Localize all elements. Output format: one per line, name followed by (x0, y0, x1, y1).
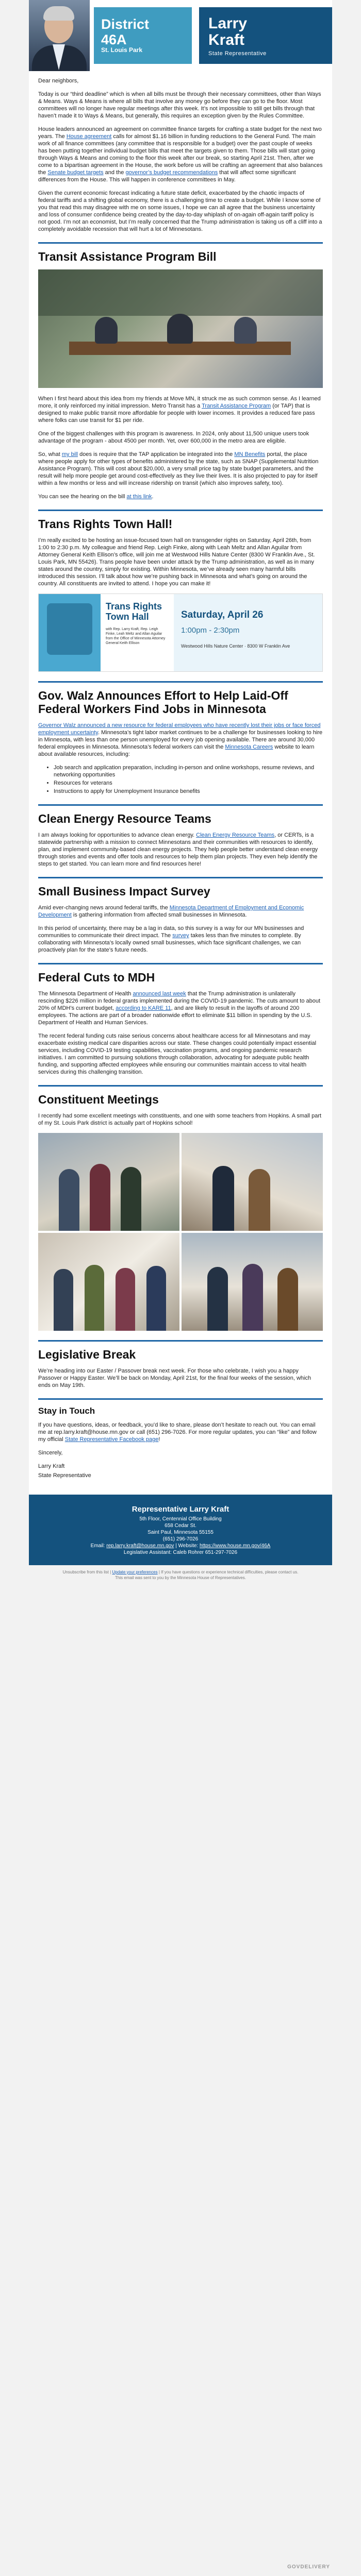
rep-title: State Representative (208, 50, 267, 57)
legal-help-text: | If you have questions or experience technical difficulties, please contact us. (157, 1570, 299, 1574)
update-preferences-link[interactable]: Update your preferences (112, 1570, 158, 1574)
footer-email-web (34, 1543, 327, 1549)
stay-in-touch-heading: Stay in Touch (38, 1406, 95, 1416)
photo-hair (43, 6, 74, 21)
footer-address-2: 658 Cedar St. (165, 1523, 196, 1529)
intro-paragraph-3: Given the current economic forecast indicating a future state deficit, exacerbated by the chaotic impacts of federal tariffs and a shifting global economy, there is a challenging time to create a budget. While I know some of you that read this may disagree with me on some issues, I hope we can all agree that the business uncertainty and loss of consumer confidence being created by the day-to-day whiplash of on-again off-again tariff policy is not good. I’m not an economist, but I’m really concerned that the Trump administration is taking us off a cliff into a completely avoidable recession that will hurt a lot of Minnesotans. (38, 190, 322, 232)
photo-person (277, 1268, 298, 1331)
greeting: Dear neighbors, (38, 78, 79, 84)
stay-in-touch-paragraph (38, 1421, 323, 1443)
constituent-photo-row-2 (38, 1233, 323, 1331)
newsletter-body (29, 77, 332, 1479)
transit-paragraph-3 (38, 451, 323, 487)
govdelivery-logo: GOVDELIVERY (287, 2564, 330, 2570)
governor-budget-link[interactable]: governor’s budget recommendations (125, 170, 218, 176)
section-divider (38, 1085, 323, 1087)
transit-assistance-program-link[interactable]: Transit Assistance Program (202, 403, 271, 409)
constituent-heading: Constituent Meetings (38, 1093, 159, 1106)
intro-p2-text-d: that will affect some significant differences from the House. This will happen in conference committees in May. (38, 170, 296, 183)
footer-address-3: Saint Paul, Minnesota 55155 (147, 1530, 214, 1535)
section-divider (38, 1340, 323, 1342)
photo-person (90, 1164, 110, 1231)
photo-person (121, 1167, 141, 1231)
footer-address-1: 5th Floor, Centennial Office Building (139, 1516, 222, 1522)
photo-person (249, 1169, 270, 1231)
transit-paragraph-1 (38, 395, 323, 424)
email-container (29, 0, 332, 1565)
section-divider (38, 510, 323, 511)
name-badge (199, 7, 332, 64)
section-divider (38, 242, 323, 244)
constituent-photo-1 (38, 1133, 179, 1231)
photo-person (85, 1265, 104, 1331)
sign-off: Sincerely, (38, 1450, 63, 1456)
transit-p1-text-a: When I first heard about this idea from my friends at Move MN, it struck me as such common sense. As I learned more, it only reinforced my initial impression. Metro Transit has a (38, 396, 321, 409)
list-item: • Instructions to apply for Unemployment Insurance benefits (54, 788, 323, 795)
transit-p4-text-a: You can see the hearing on the bill (38, 494, 127, 500)
photo-person (146, 1266, 166, 1331)
photo-wall (38, 269, 323, 316)
clean-p1-text-b: , or CERTs, is a statewide partnership with a mission to connect Minnesotans and their communities with resources to identify, plan, and implement community-based clean energy projects. They help people better understand clean energy through stories and events and offer tools and resources to help them plan projects. They even help identify the steps to get started. You can learn more and find resources here! (38, 832, 318, 867)
survey-paragraph-2 (38, 925, 323, 954)
facebook-page-link[interactable]: State Representative Facebook page (64, 1436, 159, 1443)
trans-rights-paragraph: I’m really excited to be hosting an issue-focused town hall on transgender rights on Saturday, April 26th, from 1:00 to 2:30 p.m. My colleague and friend Rep. Leigh Finke, along with Leah Meltz and Allan Aguilar from Attorney General Keith Ellison’s office, will join me at Westwood Hills Nature Center (8300 W Franklin Ave., St. Louis Park, MN 55426). Trans people have been under attack by the Trump administration, as well as in many states around the country, simply for existing. Within Minnesota, we’ve already seen many harmful bills introduced this session. I’ll talk about how we’re pushing back in Minnesota and what’s going on around the country. All constituents are invited to attend. I hope you can make it! (38, 537, 315, 587)
footer-assistant: Legislative Assistant: Caleb Rohrer 651-297-7026 (123, 1550, 238, 1555)
footer-title: Representative Larry Kraft (132, 1505, 229, 1514)
certs-link[interactable]: Clean Energy Resource Teams (196, 832, 275, 838)
hearing-link[interactable]: at this link (126, 494, 152, 500)
mdh-paragraph-1 (38, 990, 323, 1026)
intro-p2-text-c: and the (103, 170, 126, 176)
banner-title-1: Trans Rights (106, 601, 162, 612)
walz-paragraph (38, 722, 323, 758)
legislative-break-paragraph: We’re heading into our Easter / Passover break next week. For those who celebrate, I wish you a happy Passover or Happy Easter. We’ll be back on Monday, April 21st, for the final four weeks of the session, which ends on May 19th. (38, 1368, 311, 1388)
signature-name: Larry Kraft (38, 1463, 65, 1469)
unsubscribe-text: Unsubscribe from this list | (62, 1570, 112, 1574)
constituent-paragraph: I recently had some excellent meetings with constituents, and one with some teachers from Hopkins. A small part of my St. Louis Park district is actually part of Hopkins school! (38, 1113, 322, 1126)
banner-center-panel (104, 594, 171, 671)
transit-p3-text-a: So, what (38, 451, 62, 457)
list-item: • Resources for veterans (54, 779, 323, 787)
footer-phone: (651) 296-7026 (162, 1536, 199, 1542)
footer-email-link[interactable]: rep.larry.kraft@house.mn.gov (106, 1543, 174, 1549)
transit-p1-text-b: (or TAP) that is designed to make public transit more affordable for people with lower incomes. It provides a reduced fare pass where folks can use transit for $1 per ride. (38, 403, 315, 423)
walz-heading: Gov. Walz Announces Effort to Help Laid-Off Federal Workers Find Jobs in Minnesota (38, 689, 288, 716)
mdh-p1-text-a: The Minnesota Department of Health (38, 991, 133, 997)
transit-p3-text-b: does is require that the TAP application be integrated into the (78, 451, 235, 457)
banner-portrait (47, 603, 92, 655)
newsletter-header (29, 0, 332, 71)
walz-announcement-link[interactable]: Governor Walz announced a new resource for federal employees who have recently lost their jobs or face forced employment uncertainty (38, 722, 321, 736)
photo-person (212, 1166, 234, 1231)
trans-rights-heading: Trans Rights Town Hall! (38, 517, 173, 531)
mdh-heading: Federal Cuts to MDH (38, 971, 155, 984)
stay-p1-text-a: If you have questions, ideas, or feedback, you’d like to share, please don’t hesitate to reach out. You can email me at rep.larry.kraft@house.mn.gov or call (651) 296-7026. For more regular updates, you can “like” and follow my official (38, 1422, 317, 1443)
transit-p3-text-c: portal, the place where people apply for other types of benefits administered by the state, such as SNAP (Supplemental Nutrition Assistance Program). This will cost about $20,000, a very small price tag by state budget parameters, and the result will help more people get around cost-effectively as they live their lives. It is also projected to pay for itself within a few months or less and will increase ridership on transit (which also improves safety, too). (38, 451, 319, 486)
survey-link[interactable]: survey (172, 933, 189, 939)
mdh-p1-text-b: that the Trump administration is unilaterally rescinding $226 million in federal grants implemented during the COVID-19 pandemic. The cuts amount to about 20% of MDH’s current budget, (38, 991, 321, 1011)
photo-person (242, 1264, 263, 1331)
photo-person-center (167, 314, 193, 344)
photo-person (207, 1267, 228, 1331)
section-divider (38, 877, 323, 878)
footer-web-label: | Website: (174, 1543, 200, 1549)
transit-hearing-photo (38, 269, 323, 388)
rep-last-name: Kraft (208, 31, 245, 48)
section-divider (38, 804, 323, 806)
intro-paragraph-1: Today is our “third deadline” which is when all bills must be through their necessary committees, other than Ways & Means. Ways & Means is where all bills that involve any money go before they can go to the floor. Most committees will no longer have regular meetings after this week. It’s not impossible to still get bills through that haven’t made it to Ways & Means, but generally, this requires an exception given by the Rules Committee. (38, 91, 321, 119)
footer-website-link[interactable]: https://www.house.mn.gov/46A (200, 1543, 271, 1549)
photo-person (59, 1169, 79, 1231)
banner-title (106, 601, 162, 622)
banner-title-2: Town Hall (106, 612, 149, 622)
photo-person (116, 1268, 135, 1331)
photo-person-left (95, 317, 118, 344)
survey-p1-text-b: is gathering information from affected small businesses in Minnesota. (71, 912, 247, 918)
rep-name (208, 15, 247, 48)
legislative-break-heading: Legislative Break (38, 1348, 136, 1361)
district-city: St. Louis Park (101, 46, 143, 54)
my-bill-link[interactable]: my bill (61, 451, 78, 457)
photo-person-right (234, 317, 257, 344)
representative-photo (29, 0, 90, 71)
legal-line-1 (5, 1569, 356, 1575)
senate-budget-link[interactable]: Senate budget targets (47, 170, 104, 176)
photo-person (54, 1269, 73, 1331)
stay-p1-text-b: ! (158, 1436, 160, 1443)
walz-p1-text-b: website to learn about available resources, including: (38, 744, 315, 757)
intro-paragraph-2 (38, 126, 323, 183)
deed-link[interactable]: Minnesota Department of Employment and Economic Development (38, 905, 304, 918)
transit-p4-text-b: . (152, 494, 154, 500)
banner-location: Westwood Hills Nature Center · 8300 W Franklin Ave (181, 643, 290, 649)
mdh-p1-text-c: , and are likely to result in the layoffs of around 200 employees. The actions are part of a broader nationwide effort to eliminate $11 billion in spending by the U.S. Department of Health and Human Services. (38, 1005, 312, 1026)
district-label: District (101, 16, 150, 32)
constituent-photo-3 (38, 1233, 179, 1331)
banner-subtitle: with Rep. Larry Kraft, Rep. Leigh Finke, Leah Meltz and Allan Aguilar from the Office of Minnesota Attorney General Keith Ellison (106, 628, 166, 645)
constituent-photo-row-1 (38, 1133, 323, 1231)
clean-energy-paragraph (38, 832, 323, 868)
legal-footer (0, 1565, 361, 1581)
legal-line-2: This email was sent to you by the Minnesota House of Representatives. (115, 1575, 246, 1580)
town-hall-banner (38, 594, 323, 672)
signature-title: State Representative (38, 1472, 91, 1479)
section-divider (38, 1398, 323, 1400)
house-agreement-link[interactable]: House agreement (66, 133, 112, 140)
section-divider (38, 963, 323, 964)
mn-benefits-link[interactable]: MN Benefits (234, 451, 266, 457)
kare11-link[interactable]: according to KARE 11 (116, 1005, 171, 1011)
survey-heading: Small Business Impact Survey (38, 885, 210, 898)
banner-time: 1:00pm - 2:30pm (181, 626, 240, 635)
intro-p2-text-a: House leaders announced an agreement on committee finance targets for crafting a state budget for the next two years. The (38, 126, 322, 140)
walz-resource-list (38, 764, 323, 795)
survey-p1-text-a: Amid ever-changing news around federal tariffs, the (38, 905, 170, 911)
survey-p2-text-b: takes less than five minutes to complete. By collaborating with Minnesota’s locally owned small businesses, which face significant challenges, we can proactively plan for the state’s future needs. (38, 933, 301, 953)
transit-paragraph-4 (38, 493, 323, 500)
survey-p2-text-a: In this period of uncertainty, there may be a lag in data, so this survey is a way for our MN businesses and communities to communicate their direct impact. The (38, 925, 304, 939)
survey-paragraph-1 (38, 904, 323, 919)
list-item: • Job search and application preparation, including in-person and online workshops, resume reviews, and networking opportunities (54, 764, 323, 778)
clean-energy-heading: Clean Energy Resource Teams (38, 812, 211, 825)
intro-p2-text-b: calls for almost $1.16 billion in funding reductions to the General Fund. The main work of all finance committees (any committee that is responsible for a budget) over the past couple of weeks has been putting together individual budget bills that meet the targets given to them. Those bills will start going through Ways & Means and coming to the floor this week after our break, so starting April 21st. Then, after we come to a bipartisan agreement in the House, the work before us will be crafting an agreement that also balances the (38, 133, 323, 176)
rep-first-name: Larry (208, 15, 248, 32)
district-badge (94, 7, 192, 64)
banner-right-panel (174, 594, 323, 671)
transit-heading: Transit Assistance Program Bill (38, 250, 217, 263)
district-number (101, 16, 149, 47)
transit-paragraph-2: One of the biggest challenges with this program is awareness. In 2024, only about 11,500 unique users took advantage of the program - about 4500 per month. Yet, over 600,000 in the metro area are eligible. (38, 431, 309, 444)
minnesota-careers-link[interactable]: Minnesota Careers (225, 744, 273, 750)
clean-p1-text-a: I am always looking for opportunities to advance clean energy. (38, 832, 196, 838)
mdh-paragraph-2: The recent federal funding cuts raise serious concerns about healthcare access for all Minnesotans and may exacerbate existing medical care disparities across our state. These changes could potentially impact essential services, including COVID-19 testing capabilities, vaccination programs, and ongoing pandemic research initiatives. I am committed to pursuing solutions through collaboration, advocating for adequate public health funding, and supporting affected employees while ensuring our communities maintain access to vital health services during this challenging transition. (38, 1033, 317, 1075)
constituent-photo-2 (182, 1133, 323, 1231)
contact-footer (29, 1495, 332, 1565)
footer-email-label: Email: (90, 1543, 107, 1549)
banner-date: Saturday, April 26 (181, 609, 264, 620)
walz-p1-text-a: . Minnesota’s tight labor market continues to be a challenge for businesses looking to hire in Minnesota, with less than one person unemployed for every job opening available. There are around 30,000 federal employees in Minnesota. Minnesota’s federal workers can visit the (38, 730, 323, 750)
district-code: 46A (101, 32, 127, 47)
constituent-photo-4 (182, 1233, 323, 1331)
mdh-announcement-link[interactable]: announced last week (133, 991, 186, 997)
section-divider (38, 681, 323, 683)
